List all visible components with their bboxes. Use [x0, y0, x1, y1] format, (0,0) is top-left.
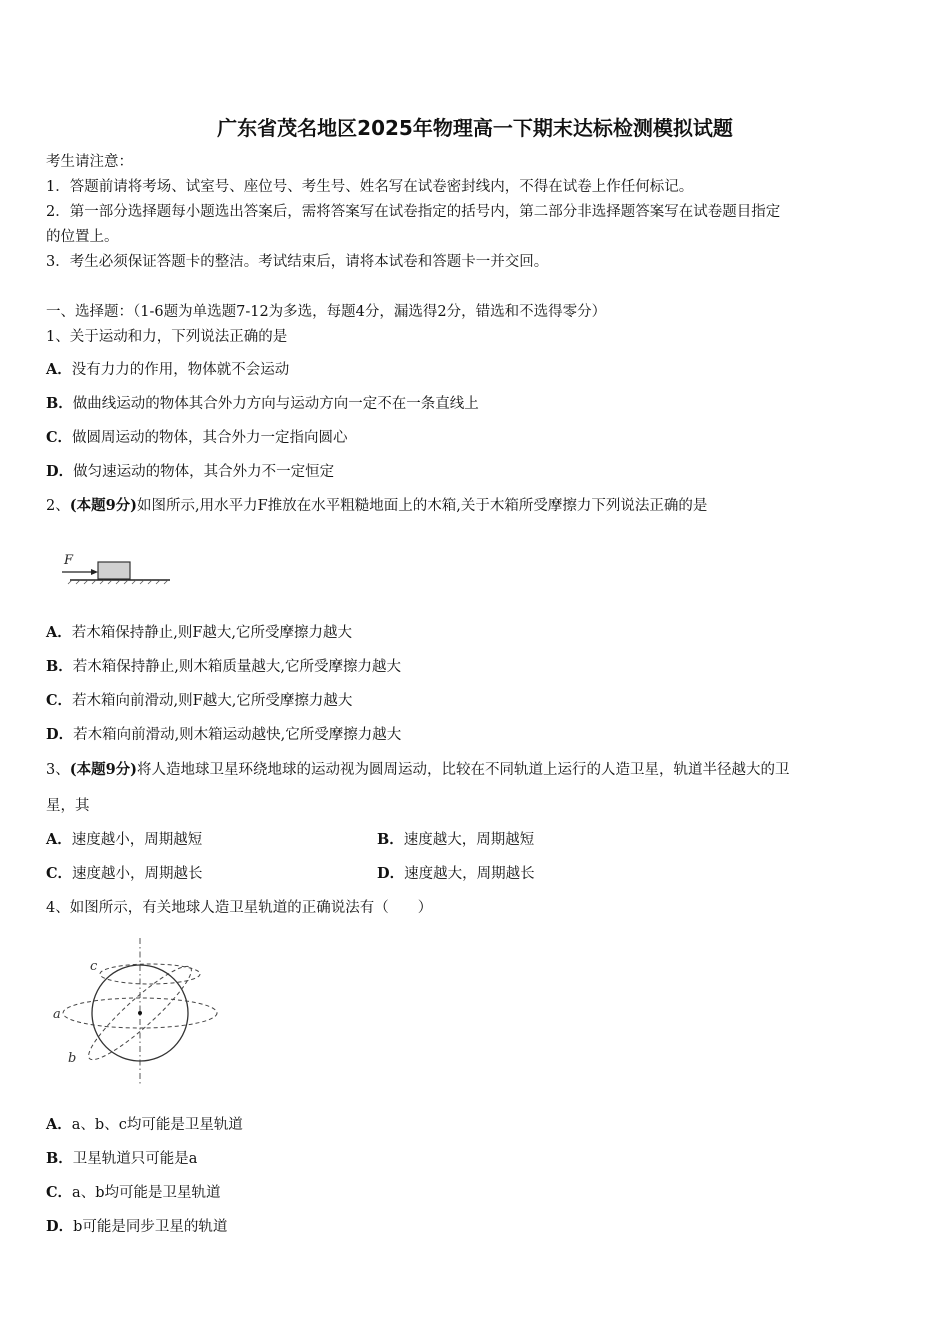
question-number: 3、 — [46, 762, 70, 778]
question-2-stem — [46, 496, 707, 516]
option-text: 速度越大，周期越短 — [403, 832, 535, 848]
option-label: A． — [46, 1116, 72, 1133]
option-text: 没有力力的作用，物体就不会运动 — [71, 362, 290, 378]
option-text: a、b均可能是卫星轨道 — [72, 1185, 221, 1201]
option-text: 卫星轨道只可能是a — [72, 1151, 198, 1167]
question-score: (本题9分) — [69, 761, 138, 778]
q2-option-c — [46, 691, 352, 711]
option-text: 速度越大，周期越长 — [404, 866, 535, 882]
q4-option-a — [46, 1115, 243, 1135]
box-force-figure — [56, 548, 176, 588]
notice-item: 3．考生必须保证答题卡的整洁。考试结束后，请将本试卷和答题卡一并交回。 — [46, 254, 549, 270]
question-4-stem: 4、如图所示，有关地球人造卫星轨道的正确说法有（ ） — [46, 900, 433, 916]
notice-item: 的位置上。 — [46, 229, 119, 245]
option-text: a、b、c均可能是卫星轨道 — [71, 1117, 243, 1133]
q2-option-a — [46, 623, 352, 643]
orbit-c-label: c — [90, 959, 98, 974]
q4-option-c — [46, 1183, 220, 1203]
q1-option-b — [46, 394, 479, 414]
question-3-stem-cont: 星，其 — [46, 798, 90, 814]
wooden-box — [98, 562, 130, 579]
option-text: 若木箱向前滑动,则F越大,它所受摩擦力越大 — [72, 693, 353, 709]
earth-center — [138, 1011, 142, 1015]
option-label: B． — [46, 658, 73, 675]
question-score: (本题9分) — [69, 497, 138, 514]
force-label: F — [64, 553, 74, 568]
option-label: C． — [46, 865, 73, 882]
option-text: 速度越小，周期越长 — [72, 866, 203, 882]
q3-option-c — [46, 864, 203, 884]
option-text: 若木箱向前滑动,则木箱运动越快,它所受摩擦力越大 — [73, 727, 402, 743]
option-label: C． — [46, 1184, 73, 1201]
option-text: 若木箱保持静止,则木箱质量越大,它所受摩擦力越大 — [72, 659, 401, 675]
option-text: 做圆周运动的物体，其合外力一定指向圆心 — [72, 430, 348, 446]
option-label: A． — [46, 361, 72, 378]
q1-option-c — [46, 428, 348, 448]
option-text: 做曲线运动的物体其合外力方向与运动方向一定不在一条直线上 — [72, 396, 479, 412]
q2-option-d — [46, 725, 401, 745]
section-heading: 一、选择题：（1-6题为单选题7-12为多选，每题4分，漏选得2分，错选和不选得零分） — [46, 304, 607, 320]
option-label: A． — [46, 624, 72, 641]
page-title: 广东省茂名地区2025年物理高一下期末达标检测模拟试题 — [217, 116, 733, 140]
q4-option-b — [46, 1149, 197, 1169]
option-label: D． — [46, 1218, 74, 1235]
option-text: 做匀速运动的物体，其合外力不一定恒定 — [73, 464, 335, 480]
q2-option-b — [46, 657, 401, 677]
notice-item: 2．第一部分选择题每小题选出答案后，需将答案写在试卷指定的括号内，第二部分非选择题答案写在试卷题目指定 — [46, 204, 781, 220]
q3-option-d — [377, 864, 535, 884]
q4-option-d — [46, 1217, 227, 1237]
option-text: 速度越小，周期越短 — [71, 832, 203, 848]
q1-option-a — [46, 360, 289, 380]
option-label: D． — [46, 463, 74, 480]
question-number: 2、 — [46, 498, 70, 514]
satellite-orbit-figure — [50, 936, 230, 1088]
option-label: C． — [46, 692, 73, 709]
notice-item: 1．答题前请将考场、试室号、座位号、考生号、姓名写在试卷密封线内，不得在试卷上作任何标记。 — [46, 179, 694, 195]
orbit-c — [100, 964, 200, 984]
question-text: 将人造地球卫星环绕地球的运动视为圆周运动，比较在不同轨道上运行的人造卫星，轨道半径越大的卫 — [137, 762, 790, 778]
question-3-stem — [46, 760, 790, 780]
option-label: B． — [46, 1150, 73, 1167]
orbit-b-label: b — [68, 1051, 77, 1066]
q1-option-d — [46, 462, 334, 482]
option-label: C． — [46, 429, 73, 446]
option-label: D． — [377, 865, 405, 882]
q3-option-a — [46, 830, 202, 850]
orbit-a-label: a — [53, 1007, 61, 1022]
q3-option-b — [377, 830, 534, 850]
question-1-stem: 1、关于运动和力，下列说法正确的是 — [46, 329, 288, 345]
option-text: 若木箱保持静止,则F越大,它所受摩擦力越大 — [71, 625, 353, 641]
option-label: B． — [46, 395, 73, 412]
option-text: b可能是同步卫星的轨道 — [73, 1219, 228, 1235]
question-text: 如图所示,用水平力F推放在水平粗糙地面上的木箱,关于木箱所受摩擦力下列说法正确的是 — [137, 498, 708, 514]
option-label: D． — [46, 726, 74, 743]
option-label: B． — [377, 831, 404, 848]
notice-heading: 考生请注意： — [46, 154, 133, 170]
option-label: A． — [46, 831, 72, 848]
